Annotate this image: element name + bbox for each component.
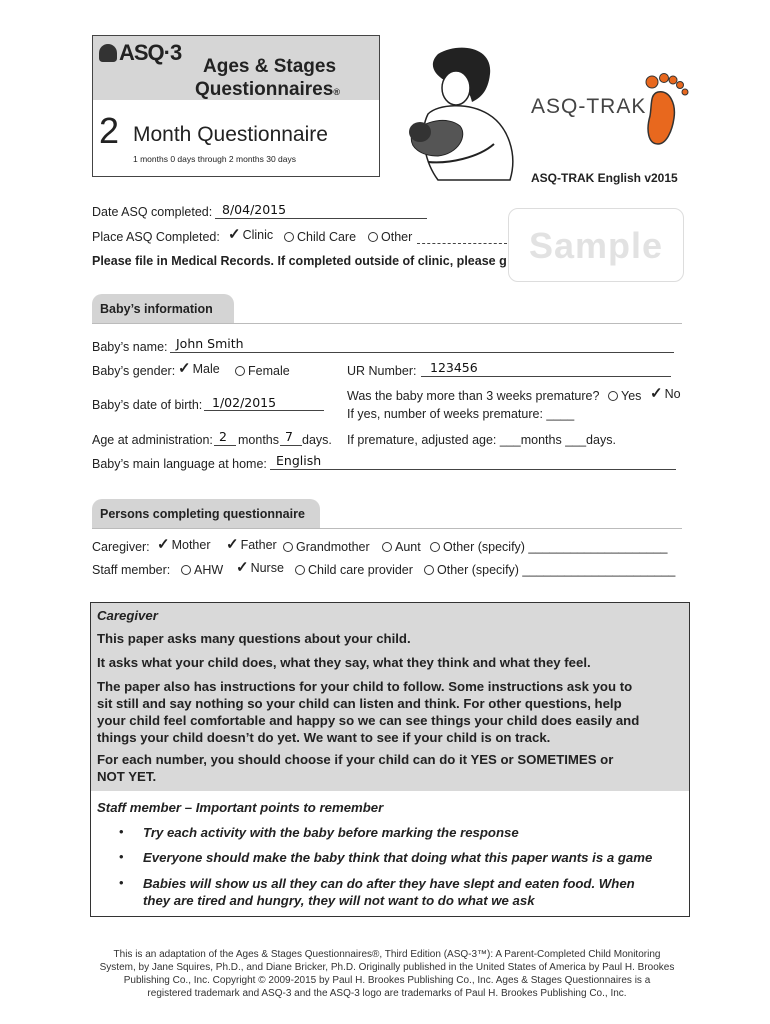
radio-empty-icon xyxy=(295,565,305,575)
gender-option-male[interactable]: ✓ Male xyxy=(178,360,220,377)
staff-option-nurse[interactable]: ✓ Nurse xyxy=(236,559,284,576)
caregiver-p4-l1: For each number, you should choose if your child can do it YES or SOMETIMES or xyxy=(97,752,614,767)
caregiver-option-aunt[interactable]: Aunt xyxy=(382,540,421,554)
instructions-box xyxy=(90,602,690,917)
age-range: 1 months 0 days through 2 months 30 days xyxy=(133,154,297,164)
date-completed-label: Date ASQ completed: xyxy=(92,205,213,219)
caregiver-label: Caregiver: xyxy=(92,540,150,554)
staff-bullet-3-l1: Babies will show us all they can do after they have slept and eaten food. When xyxy=(143,876,635,891)
filing-note: Please file in Medical Records. If completed outside of clinic, please g xyxy=(92,254,507,268)
baby-info-divider xyxy=(92,323,682,324)
baby-name-label: Baby’s name: xyxy=(92,340,168,354)
check-icon: ✓ xyxy=(157,536,170,553)
persons-section-title: Persons completing questionnaire xyxy=(92,499,320,529)
radio-empty-icon xyxy=(382,542,392,552)
caregiver-option-other[interactable]: Other (specify) ____________________ xyxy=(430,540,667,554)
check-icon: ✓ xyxy=(228,226,241,243)
date-completed-line xyxy=(215,218,427,219)
footer-line-2: System, by Jane Squires, Ph.D., and Diane Bricker, Ph.D. Originally published in the United States of America by Paul H. Brookes xyxy=(99,962,675,973)
caregiver-p2: It asks what your child does, what they say, what they think and what they feel. xyxy=(97,655,591,670)
check-icon: ✓ xyxy=(178,360,191,377)
age-days-line xyxy=(280,445,302,446)
caregiver-p1: This paper asks many questions about your child. xyxy=(97,631,411,646)
days-word: days. xyxy=(302,433,332,447)
check-icon: ✓ xyxy=(650,385,663,402)
staff-option-other[interactable]: Other (specify) ______________________ xyxy=(424,563,675,577)
radio-empty-icon xyxy=(608,391,618,401)
footer-line-1: This is an adaptation of the Ages & Stages Questionnaires®, Third Edition (ASQ-3™): A Parent-Completed Child Monitoring xyxy=(113,949,661,960)
dob-value[interactable]: 1/02/2015 xyxy=(212,395,277,410)
weeks-premature[interactable]: If yes, number of weeks premature: ____ xyxy=(347,407,575,421)
radio-empty-icon xyxy=(368,232,378,242)
staff-bullet-3-l2: they are tired and hungry, they will not want to do what we ask xyxy=(143,893,535,908)
dob-label: Baby’s date of birth: xyxy=(92,398,203,412)
header-title-line2: Questionnaires® xyxy=(195,79,340,100)
asq3-logo-icon xyxy=(99,44,117,62)
caregiver-heading: Caregiver xyxy=(97,608,158,623)
staff-heading: Staff member – Important points to remember xyxy=(97,800,384,815)
persons-divider xyxy=(92,528,682,529)
place-option-other[interactable]: Other xyxy=(368,230,412,244)
place-other-line xyxy=(417,243,507,244)
radio-empty-icon xyxy=(430,542,440,552)
age-admin-label: Age at administration: xyxy=(92,433,213,447)
radio-empty-icon xyxy=(284,232,294,242)
language-line xyxy=(270,469,676,470)
caregiver-p4-l2: NOT YET. xyxy=(97,769,157,784)
ur-number-label: UR Number: xyxy=(347,364,417,378)
ur-number-line xyxy=(421,376,671,377)
caregiver-option-father[interactable]: ✓ Father xyxy=(226,536,277,553)
footer-line-3: Publishing Co., Inc. Copyright © 2009-2015 by Paul H. Brookes Publishing Co., Inc. Ages & Stages Questionnaires is a xyxy=(123,975,651,986)
asqtrak-logo: ASQ-TRAK xyxy=(531,95,647,118)
check-icon: ✓ xyxy=(236,559,249,576)
asq3-header-box xyxy=(92,35,380,177)
premature-option-yes[interactable]: Yes xyxy=(608,389,641,403)
staff-bullet-1: Try each activity with the baby before marking the response xyxy=(143,825,519,840)
baby-name-value[interactable]: John Smith xyxy=(176,336,244,351)
month-title: Month Questionnaire xyxy=(133,123,328,146)
language-value[interactable]: English xyxy=(276,453,322,468)
language-label: Baby’s main language at home: xyxy=(92,457,267,471)
baby-gender-label: Baby’s gender: xyxy=(92,364,176,378)
header-title-line1: Ages & Stages xyxy=(203,56,337,77)
radio-empty-icon xyxy=(235,366,245,376)
staff-label: Staff member: xyxy=(92,563,171,577)
bullet-dot: • xyxy=(119,824,124,839)
radio-empty-icon xyxy=(424,565,434,575)
place-option-childcare[interactable]: Child Care xyxy=(284,230,356,244)
baby-info-section-title: Baby’s information xyxy=(92,294,234,324)
staff-option-ahw[interactable]: AHW xyxy=(181,563,223,577)
ur-number-value[interactable]: 123456 xyxy=(430,360,478,375)
place-option-clinic[interactable]: ✓ Clinic xyxy=(228,226,274,243)
footer-line-4: registered trademark and ASQ-3 and the ASQ-3 logo are trademarks of Paul H. Brookes Publishing Co., Inc. xyxy=(147,988,627,999)
age-days-value[interactable]: 7 xyxy=(285,429,293,444)
staff-option-childcare[interactable]: Child care provider xyxy=(295,563,413,577)
version-label: ASQ-TRAK English v2015 xyxy=(531,171,678,185)
premature-option-no[interactable]: ✓ No xyxy=(650,385,681,402)
date-completed-value[interactable]: 8/04/2015 xyxy=(222,202,287,217)
premature-question: Was the baby more than 3 weeks premature? xyxy=(347,389,600,403)
gender-option-female[interactable]: Female xyxy=(235,364,290,378)
asq3-logo: ASQ·3 xyxy=(99,40,181,66)
copyright-footer xyxy=(92,948,682,1000)
place-completed-label: Place ASQ Completed: xyxy=(92,230,220,244)
bullet-dot: • xyxy=(119,875,124,890)
caregiver-option-grandmother[interactable]: Grandmother xyxy=(283,540,370,554)
age-months-value[interactable]: 2 xyxy=(219,429,227,444)
age-months-line xyxy=(214,445,236,446)
check-icon: ✓ xyxy=(226,536,239,553)
caregiver-p3-l4: things your child doesn’t do yet. We want to see if your child is on track. xyxy=(97,730,551,745)
mother-baby-illustration xyxy=(398,44,526,184)
adjusted-age[interactable]: If premature, adjusted age: ___months ___days. xyxy=(347,433,616,447)
months-word: months xyxy=(238,433,279,447)
caregiver-p3-l3: your child feel comfortable and happy so we can see things your child does easily and xyxy=(97,713,640,728)
caregiver-p3-l1: The paper also has instructions for your child to follow. Some instructions ask you to xyxy=(97,679,633,694)
sample-watermark: Sample xyxy=(508,208,684,282)
radio-empty-icon xyxy=(181,565,191,575)
caregiver-p3-l2: sit still and say nothing so your child can listen and think. For other questions, help xyxy=(97,696,622,711)
staff-bullet-2: Everyone should make the baby think that doing what this paper wants is a game xyxy=(143,850,653,865)
month-number: 2 xyxy=(99,110,120,151)
radio-empty-icon xyxy=(283,542,293,552)
caregiver-option-mother[interactable]: ✓ Mother xyxy=(157,536,211,553)
footprint-icon xyxy=(640,70,692,146)
baby-name-line xyxy=(170,352,674,353)
bullet-dot: • xyxy=(119,849,124,864)
dob-line xyxy=(204,410,324,411)
